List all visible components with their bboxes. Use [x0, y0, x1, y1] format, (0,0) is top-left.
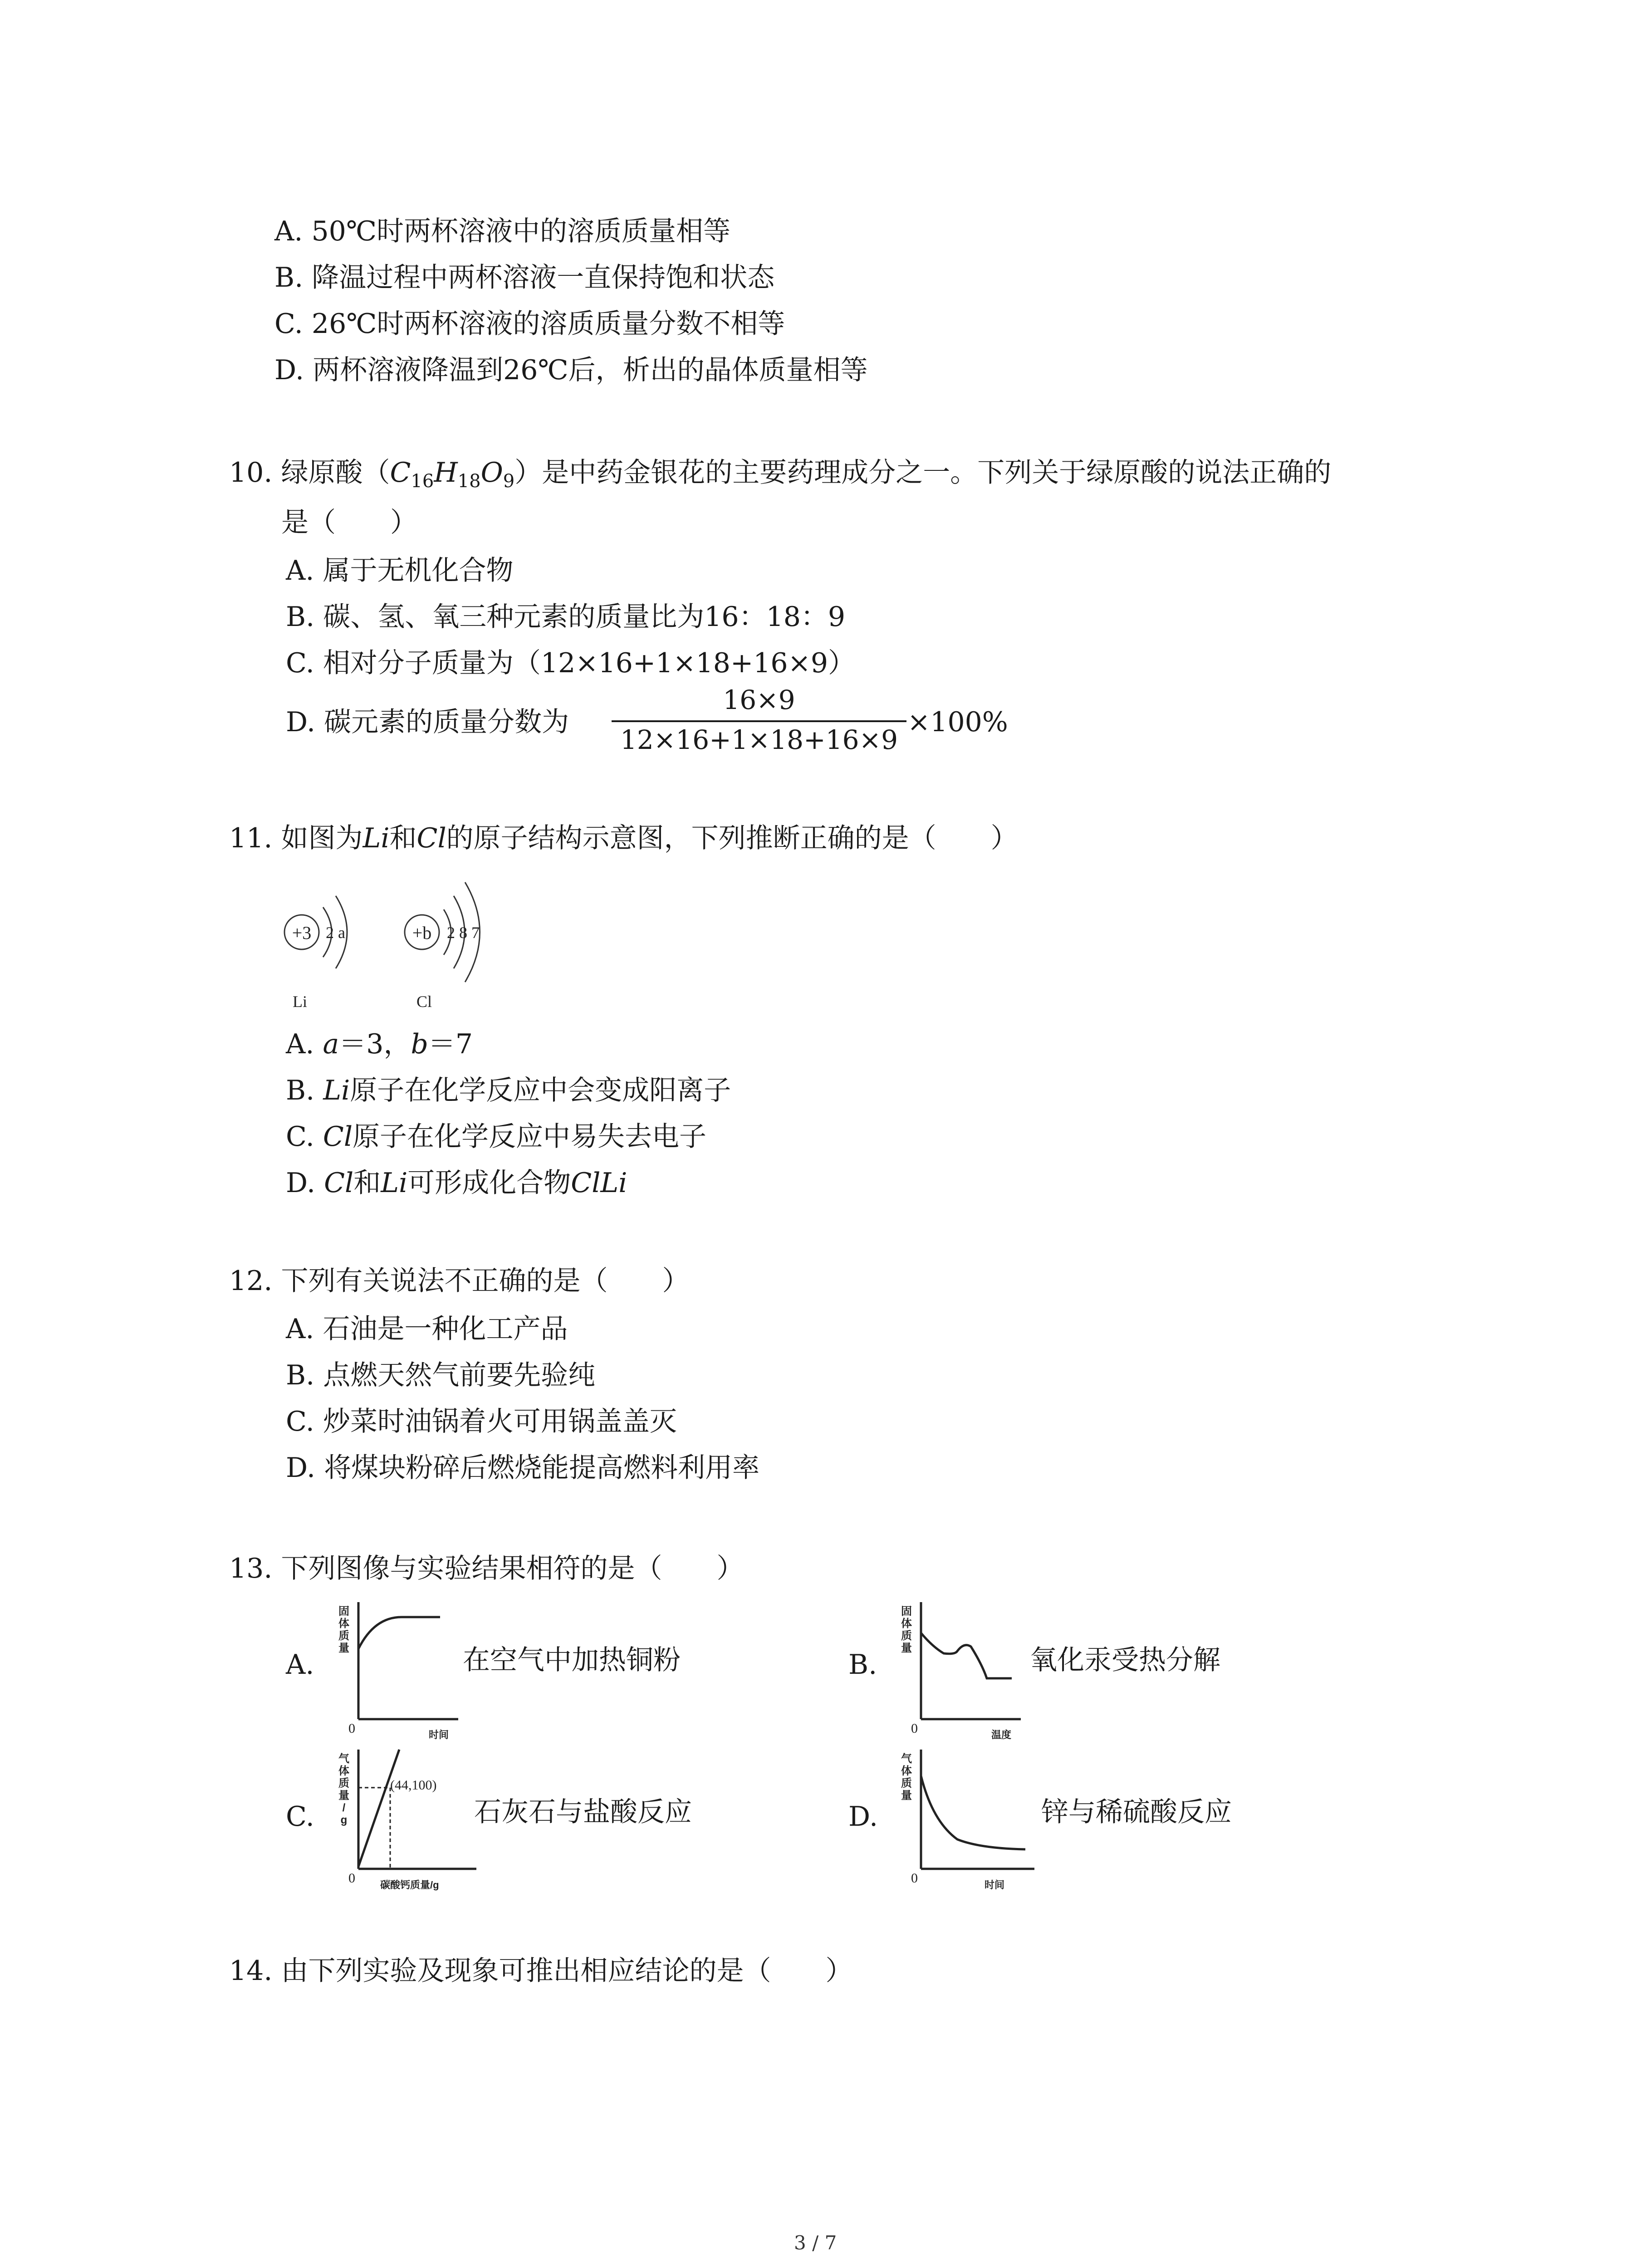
q13-graph-d [889, 1744, 1039, 1894]
q13-option-d-label: D. [848, 1801, 878, 1833]
q10-option-d-text: D. 碳元素的质量分数为 [286, 706, 569, 738]
origin-label: 0 [348, 1871, 355, 1886]
q9-option-a: A. 50℃时两杯溶液中的溶质质量相等 [274, 215, 730, 247]
q10-option-b: B. 碳、氢、氧三种元素的质量比为16：18：9 [286, 601, 846, 633]
q13-option-a-text: 在空气中加热铜粉 [463, 1644, 681, 1676]
li-shell-electrons: 2 a [326, 924, 345, 942]
q13-graph-c [327, 1744, 481, 1894]
q10-option-a: A. 属于无机化合物 [286, 555, 514, 587]
curve [921, 1776, 1025, 1849]
fraction-bar [612, 720, 906, 722]
origin-label: 0 [911, 1721, 918, 1736]
origin-label: 0 [911, 1871, 918, 1886]
fraction-numerator: 16×9 [723, 684, 795, 715]
q13-graph-a [327, 1597, 463, 1742]
q12-option-d: D. 将煤块粉碎后燃烧能提高燃料利用率 [286, 1452, 760, 1484]
q11-option-b: B. Li原子在化学反应中会变成阳离子 [286, 1075, 731, 1106]
q11-option-c: C. Cl原子在化学反应中易失去电子 [286, 1121, 707, 1153]
q9-option-d: D. 两杯溶液降温到26℃后，析出的晶体质量相等 [274, 354, 868, 386]
curve [358, 1750, 399, 1867]
cl-nucleus-charge: +b [412, 923, 432, 943]
atomic-structure-figure [272, 871, 526, 1021]
y-axis-label: 固体质量 [901, 1605, 912, 1654]
q12-option-a: A. 石油是一种化工产品 [286, 1313, 568, 1345]
li-atom-diagram [284, 896, 347, 1011]
q11-option-a: A. a＝3，b＝7 [286, 1028, 473, 1060]
origin-label: 0 [348, 1721, 355, 1736]
cl-label: Cl [416, 992, 432, 1011]
li-nucleus-charge: +3 [292, 923, 312, 943]
q10-option-c: C. 相对分子质量为（12×16+1×18+16×9） [286, 647, 856, 679]
q10-stem: 10. 绿原酸$(C_{16}H_{18}O_9)$是中药金银花的主要药理成分之一。下列关于绿原酸的说法正确的 [229, 457, 1332, 492]
curve [358, 1617, 440, 1649]
q9-option-c: C. 26℃时两杯溶液的溶质质量分数不相等 [274, 308, 785, 340]
y-axis-label: 气体质量/ g [338, 1753, 349, 1826]
q10-option-d-tail: ×100% [907, 706, 1008, 738]
cl-shell-electrons: 2 8 7 [447, 924, 480, 942]
q12-option-c: C. 炒菜时油锅着火可用锅盖盖灭 [286, 1406, 677, 1437]
q11-option-d: D. Cl和Li可形成化合物ClLi [286, 1167, 627, 1199]
fraction-denominator: 12×16+1×18+16×9 [620, 724, 898, 755]
x-axis-label: 时间 [429, 1729, 449, 1740]
y-axis-label: 气体质量 [901, 1753, 912, 1802]
curve [921, 1633, 1012, 1678]
li-label: Li [293, 992, 307, 1011]
page-number: 3 / 7 [794, 2232, 837, 2254]
q14-stem: 14. 由下列实验及现象可推出相应结论的是（ ） [229, 1955, 853, 1987]
q10-option-d-fraction [612, 684, 906, 761]
x-axis-label: 时间 [985, 1879, 1005, 1891]
q13-option-b-label: B. [848, 1649, 877, 1681]
q13-stem: 13. 下列图像与实验结果相符的是（ ） [229, 1553, 744, 1584]
x-axis-label: 碳酸钙质量/g [380, 1879, 439, 1891]
q11-stem: 11. 如图为Li和Cl的原子结构示意图，下列推断正确的是（ ） [229, 822, 1018, 854]
q12-stem: 12. 下列有关说法不正确的是（ ） [229, 1265, 690, 1297]
q9-option-b: B. 降温过程中两杯溶液一直保持饱和状态 [274, 262, 775, 293]
q13-option-a-label: A. [286, 1649, 314, 1681]
q13-graph-b [889, 1597, 1025, 1742]
q13-option-c-text: 石灰石与盐酸反应 [474, 1796, 692, 1828]
y-axis-label: 固体质量 [338, 1605, 349, 1654]
q12-option-b: B. 点燃天然气前要先验纯 [286, 1359, 596, 1391]
x-axis-label: 温度 [991, 1729, 1012, 1740]
q13-option-c-label: C. [286, 1801, 314, 1833]
point-label: (44,100) [390, 1778, 437, 1793]
q13-option-d-text: 锌与稀硫酸反应 [1041, 1796, 1232, 1828]
q10-stem-cont: 是（ ） [281, 507, 417, 538]
cl-atom-diagram [405, 882, 480, 1011]
q13-option-b-text: 氧化汞受热分解 [1030, 1644, 1220, 1676]
